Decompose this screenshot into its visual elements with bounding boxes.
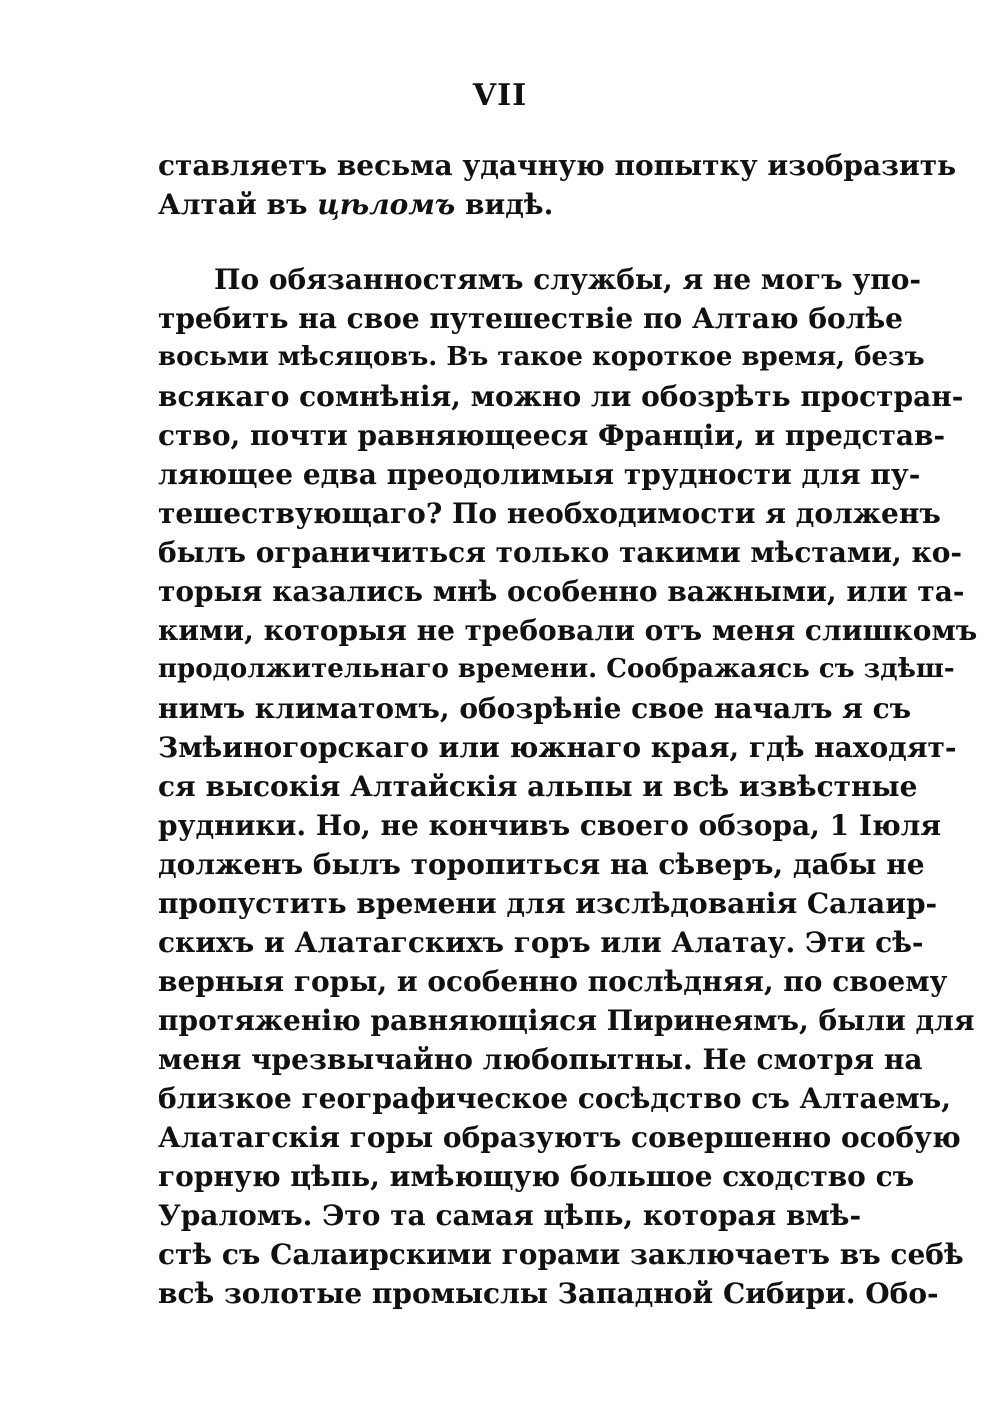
- text-line: ство, почти равняющееся Франціи, и представ-: [158, 419, 946, 452]
- text-fragment: видѣ.: [455, 188, 554, 221]
- text-line: требить на свое путешествіе по Алтаю болѣе: [158, 302, 903, 335]
- text-line: горную цѣпь, имѣющую большое сходство съ: [158, 1160, 915, 1193]
- text-line: меня чрезвычайно любопытны. Не смотря на: [158, 1043, 923, 1076]
- paragraph-continuation: [158, 146, 957, 224]
- text-line: По обязанностямъ службы, я не могъ упо-: [214, 263, 922, 296]
- text-line: кими, которыя не требовали отъ меня слишкомъ: [158, 614, 978, 647]
- main-paragraph: [158, 260, 978, 1313]
- text-line: долженъ былъ торопиться на сѣверъ, дабы не: [158, 848, 925, 881]
- text-line: ляющее едва преодолимыя трудности для пу-: [158, 458, 921, 491]
- text-line: близкое географическое сосѣдство съ Алтаемъ,: [158, 1082, 951, 1115]
- text-line: всякаго сомнѣнія, можно ли обозрѣть простран-: [158, 380, 964, 413]
- text-line: продолжительнаго времени. Соображаясь съ здѣш-: [158, 654, 955, 684]
- text-line: нимъ климатомъ, обозрѣніе свое началъ я съ: [158, 692, 912, 725]
- text-line: всѣ золотые промыслы Западной Сибири. Обо-: [158, 1277, 939, 1310]
- text-line: торыя казались мнѣ особенно важными, или та-: [158, 575, 965, 608]
- text-line: стѣ съ Салаирскими горами заключаетъ въ себѣ: [158, 1238, 964, 1271]
- text-line: восьми мѣсяцовъ. Въ такое короткое время, безъ: [158, 342, 925, 372]
- text-fragment: Алтай въ: [158, 188, 318, 221]
- emphasized-text: цѣломъ: [317, 188, 456, 221]
- text-line: Ураломъ. Это та самая цѣпь, которая вмѣ-: [158, 1199, 862, 1232]
- text-line: пропустить времени для изслѣдованія Салаир-: [158, 887, 938, 920]
- text-line: тешествующаго? По необходимости я долженъ: [158, 497, 941, 530]
- text-line: протяженію равняющіяся Пиринеямъ, были для: [158, 1004, 975, 1037]
- text-line: былъ ограничиться только такими мѣстами, ко-: [158, 536, 963, 569]
- page-number: VII: [472, 78, 528, 113]
- text-line: Змѣиногорскаго или южнаго края, гдѣ находят-: [158, 731, 957, 764]
- text-line: Алатагскія горы образуютъ совершенно особую: [158, 1121, 961, 1154]
- text-line: ставляетъ весьма удачную попытку изобразить: [158, 149, 957, 182]
- text-line: скихъ и Алатагскихъ горъ или Алатау. Эти сѣ-: [158, 926, 924, 959]
- text-line: рудники. Но, не кончивъ своего обзора, 1 Іюля: [158, 809, 942, 842]
- text-line: ся высокія Алтайскія альпы и всѣ извѣстные: [158, 770, 918, 803]
- text-line: [158, 185, 842, 224]
- text-line: верныя горы, и особенно послѣдняя, по своему: [158, 965, 948, 998]
